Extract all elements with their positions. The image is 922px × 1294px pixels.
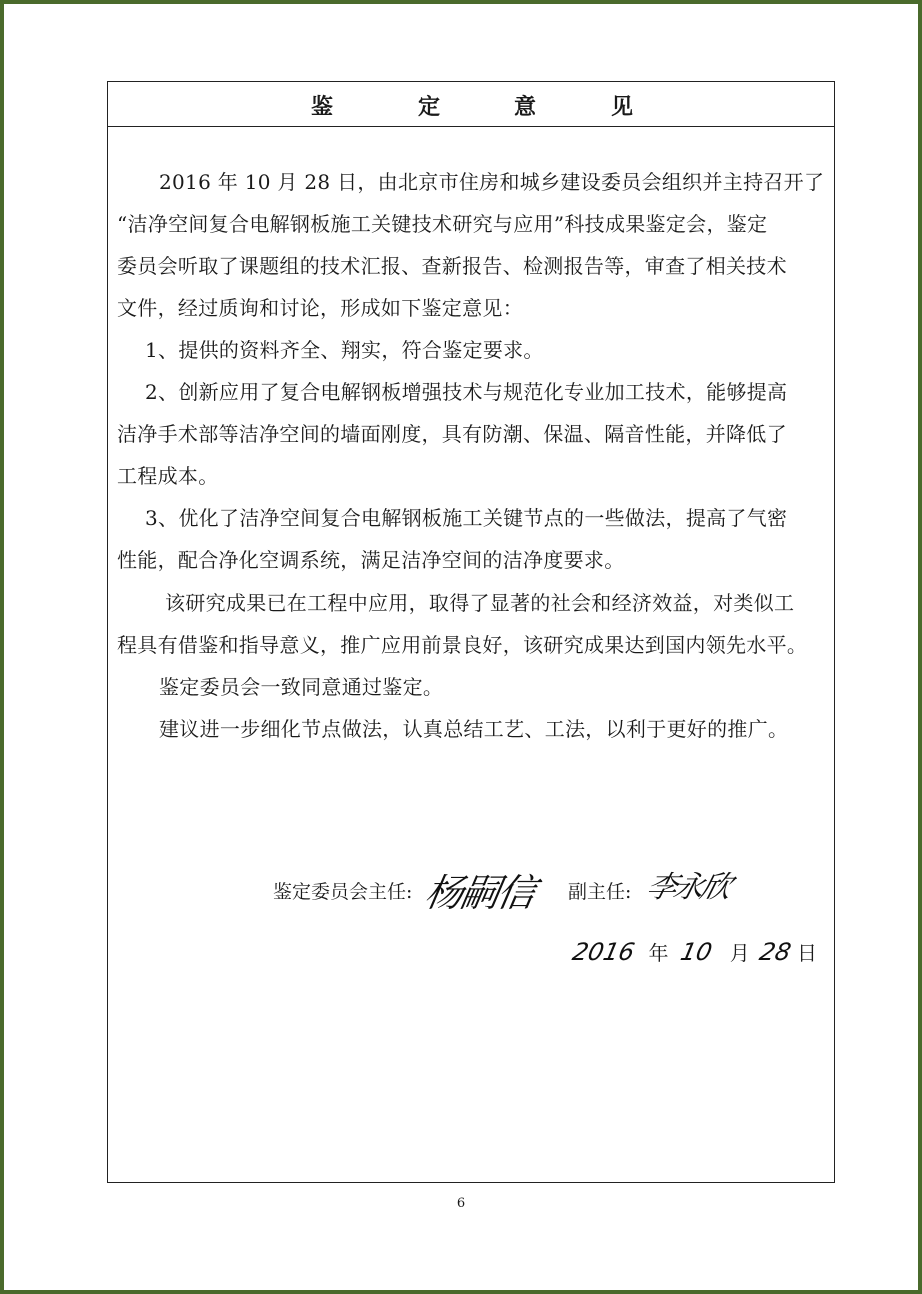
agreement-line xyxy=(117,666,829,708)
form-header xyxy=(108,82,834,127)
signature-date xyxy=(570,937,817,966)
header-char: 见 xyxy=(611,94,634,120)
date-month: 10 xyxy=(677,938,715,966)
text-line: 性能，配合净化空调系统，满足洁净空间的洁净度要求。 xyxy=(117,548,625,572)
opinion-item-1 xyxy=(117,329,829,371)
chair-signature: 杨嗣信 xyxy=(421,871,538,915)
date-year-unit: 年 xyxy=(648,941,669,965)
text-line: 2、创新应用了复合电解钢板增强技术与规范化专业加工技术，能够提高 xyxy=(145,380,788,404)
date-month-unit: 月 xyxy=(729,941,750,965)
date-day: 28 xyxy=(757,938,794,966)
text-line: 2016 年 10 月 28 日，由北京市住房和城乡建设委员会组织并主持召开了 xyxy=(159,170,825,194)
text-line: 1、提供的资料齐全、翔实，符合鉴定要求。 xyxy=(145,338,544,362)
header-char: 意 xyxy=(514,94,537,120)
text-line: 洁净手术部等洁净空间的墙面刚度，具有防潮、保温、隔音性能，并降低了 xyxy=(117,422,787,446)
text-line: 程具有借鉴和指导意义，推广应用前景良好，该研究成果达到国内领先水平。 xyxy=(117,633,808,657)
vice-chair-signature: 李永欣 xyxy=(642,870,733,905)
chair-label: 鉴定委员会主任: xyxy=(273,881,413,903)
suggestion-line xyxy=(117,708,829,750)
text-line: 鉴定委员会一致同意通过鉴定。 xyxy=(159,675,444,699)
header-char: 鉴 xyxy=(311,94,334,120)
text-line: 工程成本。 xyxy=(117,464,219,488)
date-day-unit: 日 xyxy=(796,941,817,965)
appraisal-form xyxy=(107,81,835,1183)
text-line: 该研究成果已在工程中应用，取得了显著的社会和经济效益，对类似工 xyxy=(165,591,795,615)
opinion-item-3 xyxy=(117,497,829,581)
date-year: 2016 xyxy=(570,938,638,966)
conclusion-paragraph xyxy=(117,582,829,666)
text-line: 委员会听取了课题组的技术汇报、查新报告、检测报告等，审查了相关技术 xyxy=(117,254,787,278)
text-line: “洁净空间复合电解钢板施工关键技术研究与应用”科技成果鉴定会，鉴定 xyxy=(117,212,768,236)
text-line: 文件，经过质询和讨论，形成如下鉴定意见： xyxy=(117,296,523,320)
opinion-item-2 xyxy=(117,371,829,497)
header-char: 定 xyxy=(418,94,441,120)
text-line: 3、优化了洁净空间复合电解钢板施工关键节点的一些做法，提高了气密 xyxy=(145,506,788,530)
text-line: 建议进一步细化节点做法，认真总结工艺、工法，以利于更好的推广。 xyxy=(159,717,789,741)
intro-paragraph xyxy=(117,161,829,329)
page-number: 6 xyxy=(456,1196,466,1211)
vice-chair-label: 副主任: xyxy=(568,881,632,903)
